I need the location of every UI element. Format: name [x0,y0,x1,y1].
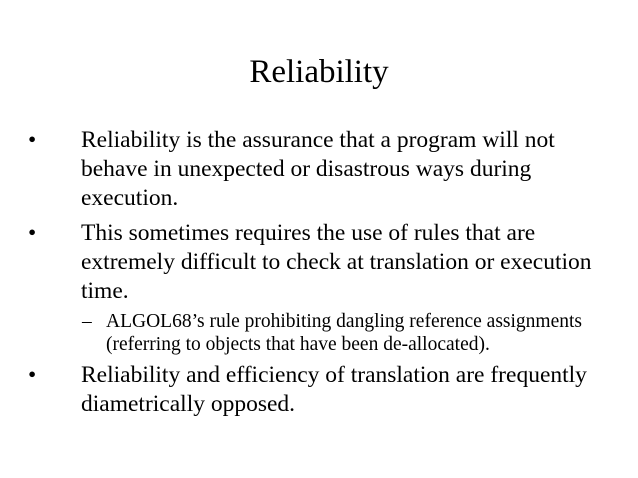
bullet-item-3 [28,361,608,419]
bullet-text: Reliability and efficiency of translation are frequently diametrically opposed. [81,362,587,417]
bullet-text: Reliability is the assurance that a program will not behave in unexpected or disastrous ways during execution. [81,127,555,211]
bullet-marker: • [28,220,37,246]
bullet-marker: • [28,127,37,153]
sub-bullet-item-1 [28,310,608,356]
bullet-marker: • [28,362,37,388]
sub-bullet-marker: – [82,311,92,332]
bullet-item-1 [28,126,608,213]
slide-title: Reliability [249,54,389,90]
sub-bullet-text: ALGOL68’s rule prohibiting dangling reference assignments (referring to objects that have been de-allocated). [106,311,583,355]
bullet-item-2 [28,219,608,306]
slide-body [28,126,608,425]
bullet-text: This sometimes requires the use of rules that are extremely difficult to check at translation or execution time. [81,220,592,304]
